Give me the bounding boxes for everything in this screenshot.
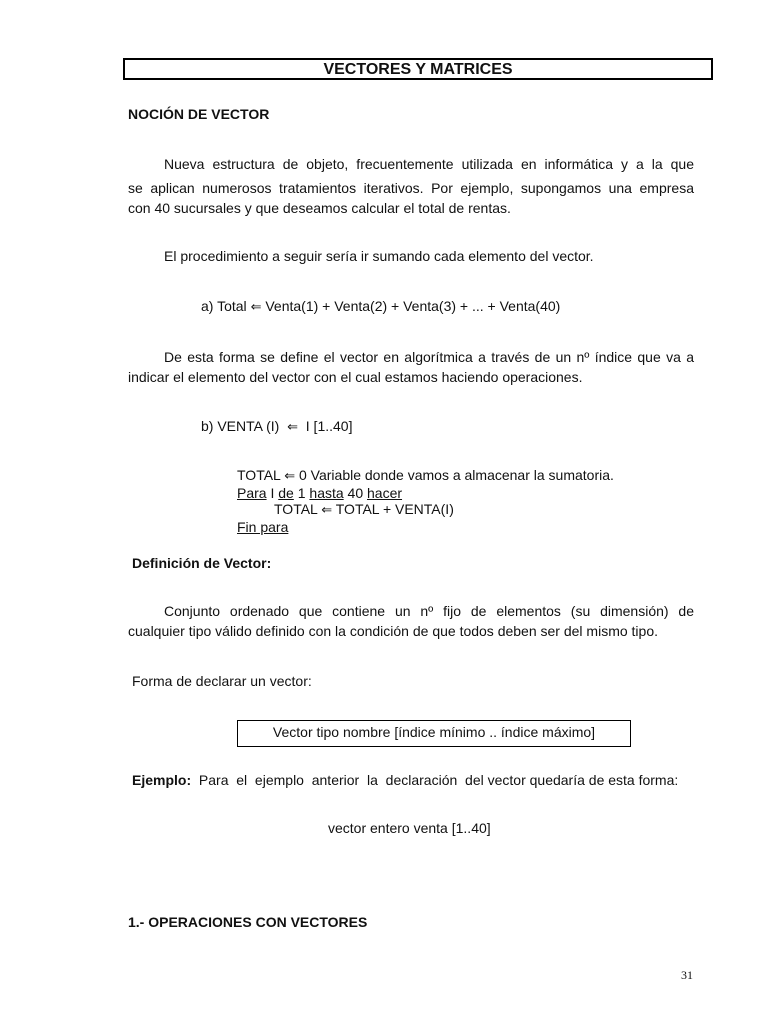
example-code: vector entero venta [1..40] bbox=[328, 820, 491, 836]
paragraph-line: indicar el elemento del vector con el cual estamos haciendo operaciones. bbox=[128, 369, 583, 385]
algorithm-token: 1 bbox=[293, 485, 310, 501]
keyword-de: de bbox=[278, 485, 294, 501]
keyword-para: Para bbox=[237, 485, 267, 501]
example-label: Ejemplo: bbox=[132, 772, 192, 788]
algorithm-line-3 bbox=[237, 501, 614, 519]
example-line bbox=[132, 772, 678, 788]
paragraph-line: con 40 sucursales y que deseamos calcular el total de rentas. bbox=[128, 200, 511, 216]
example-text: Para el ejemplo anterior la declaración del vector quedaría de esta forma: bbox=[191, 772, 679, 788]
paragraph-line: se aplican numerosos tratamientos iterativos. Por ejemplo, supongamos una empresa bbox=[128, 180, 694, 196]
algorithm-line-4 bbox=[237, 519, 614, 535]
paragraph-line: Nueva estructura de objeto, frecuentemente utilizada en informática y a la que bbox=[164, 156, 694, 172]
paragraph-line: cualquier tipo válido definido con la condición de que todos deben ser del mismo tipo. bbox=[128, 623, 659, 639]
algorithm-line-2 bbox=[237, 485, 614, 501]
assign-arrow-icon: ⇐ bbox=[284, 469, 296, 484]
algorithm-token: I bbox=[266, 485, 279, 501]
formula-a-rest: Venta(1) + Venta(2) + Venta(3) + ... + Venta(40) bbox=[265, 298, 561, 314]
formula-a bbox=[201, 298, 560, 315]
page-title: VECTORES Y MATRICES bbox=[123, 58, 713, 80]
algorithm-line-1 bbox=[237, 467, 614, 485]
keyword-hacer: hacer bbox=[367, 485, 403, 501]
algorithm-token: TOTAL bbox=[237, 467, 281, 483]
formula-a-prefix: a) Total bbox=[201, 298, 247, 314]
assign-arrow-icon: ⇐ bbox=[287, 420, 298, 435]
paragraph-line: De esta forma se define el vector en algorítmica a través de un nº índice que va a bbox=[164, 349, 694, 365]
definition-heading: Definición de Vector: bbox=[132, 555, 272, 571]
formula-b bbox=[201, 418, 352, 435]
formula-b-rest: I [1..40] bbox=[305, 418, 353, 434]
page-number: 31 bbox=[681, 968, 693, 982]
paragraph-line: Conjunto ordenado que contiene un nº fijo de elementos (su dimensión) de bbox=[164, 603, 694, 619]
assign-arrow-icon: ⇐ bbox=[250, 300, 262, 315]
algorithm-token: TOTAL bbox=[274, 501, 318, 517]
keyword-hasta: hasta bbox=[309, 485, 344, 501]
keyword-fin-para: Fin para bbox=[237, 519, 289, 535]
declare-label: Forma de declarar un vector: bbox=[132, 673, 312, 689]
algorithm-block bbox=[237, 467, 614, 535]
assign-arrow-icon: ⇐ bbox=[321, 503, 333, 518]
paragraph-procedure: El procedimiento a seguir sería ir sumando cada elemento del vector. bbox=[164, 248, 594, 264]
declaration-syntax-box: Vector tipo nombre [índice mínimo .. índice máximo] bbox=[237, 720, 631, 747]
algorithm-token: 40 bbox=[343, 485, 368, 501]
formula-b-prefix: b) VENTA (I) bbox=[201, 418, 280, 434]
section-heading-operaciones: 1.- OPERACIONES CON VECTORES bbox=[128, 914, 368, 930]
algorithm-token: 0 Variable donde vamos a almacenar la sumatoria. bbox=[299, 467, 614, 483]
algorithm-token: TOTAL + VENTA(I) bbox=[335, 501, 454, 517]
section-heading-nocion: NOCIÓN DE VECTOR bbox=[128, 106, 270, 122]
